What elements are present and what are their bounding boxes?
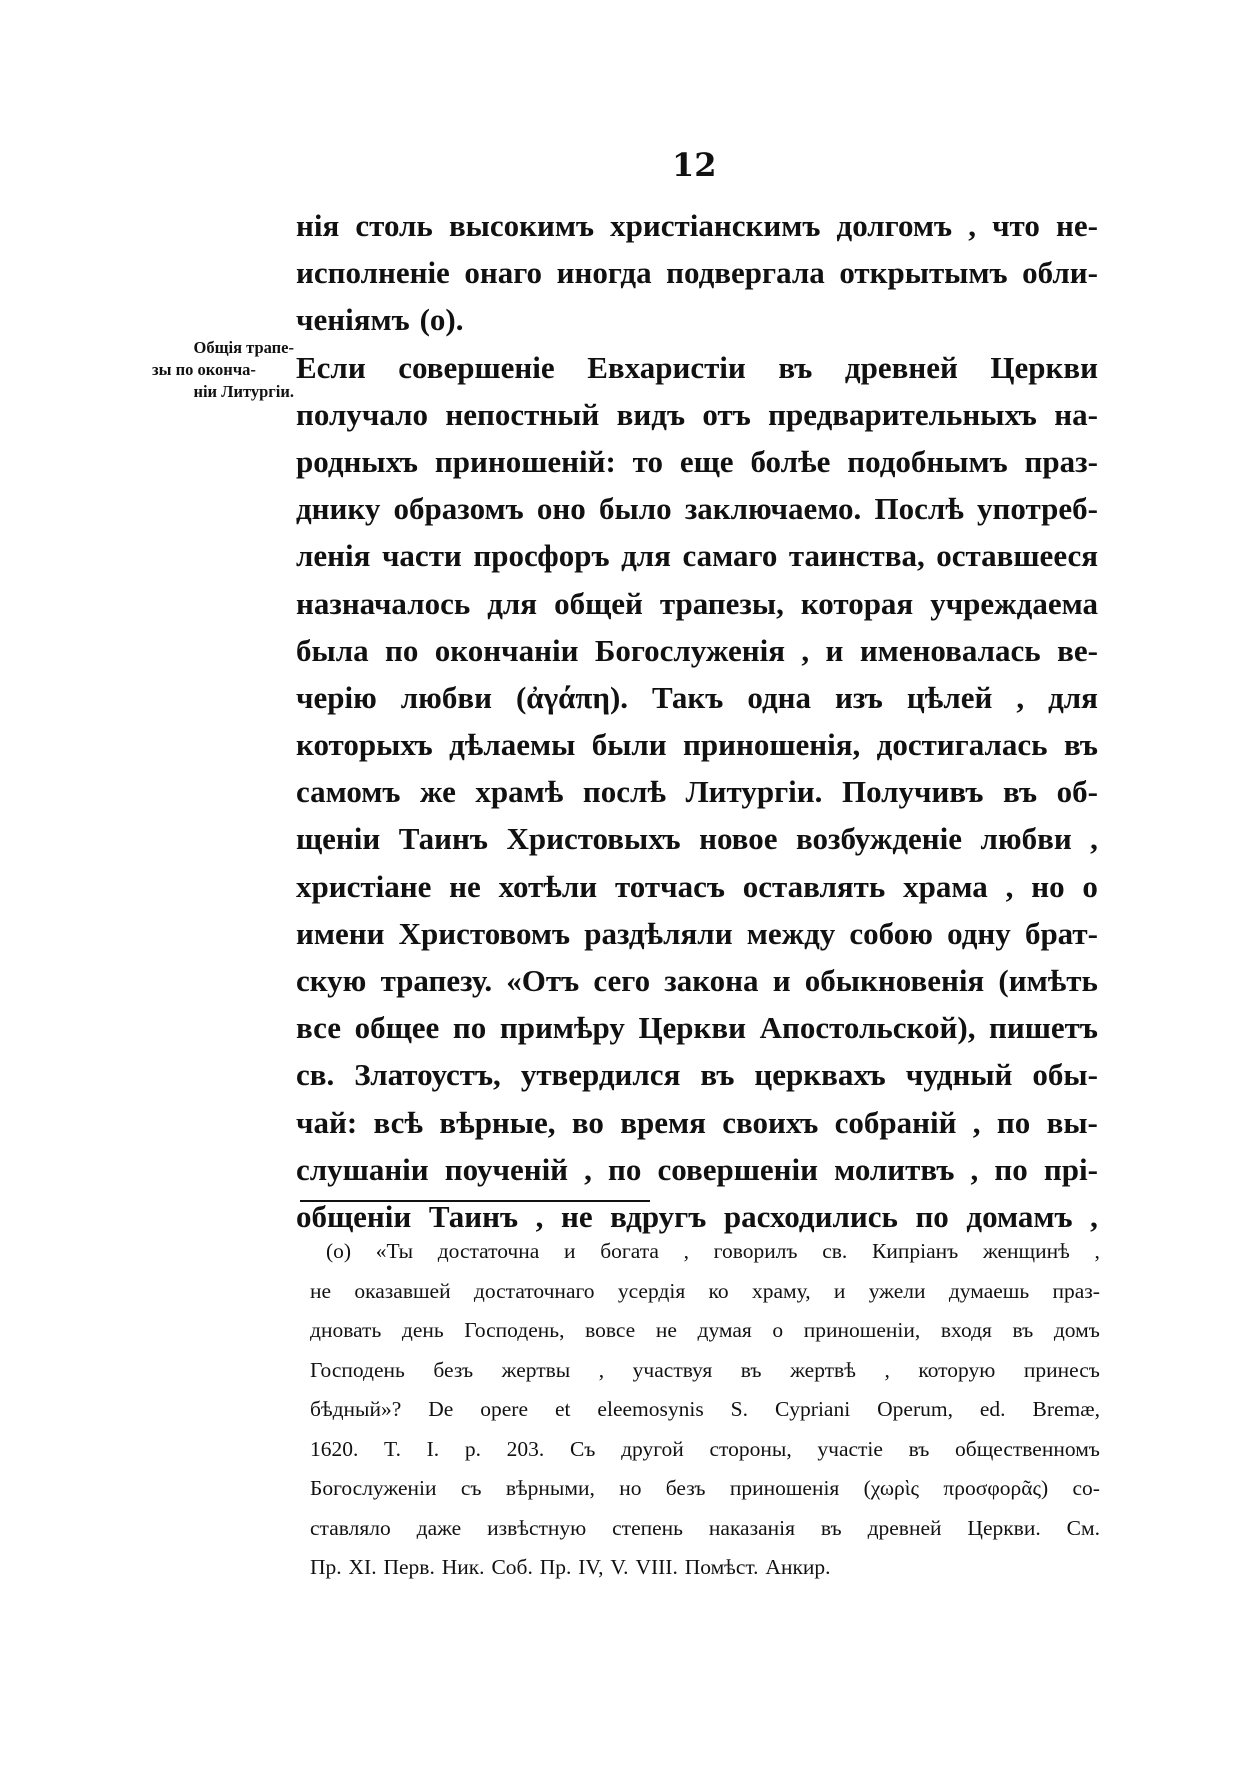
text-line: исполненіе онаго иногда подвергала открытымъ обли-	[296, 255, 1098, 291]
footnote-line: Пр. XI. Перв. Ник. Соб. Пр. IV, V. VIII. Помѣст. Анкир.	[310, 1555, 831, 1579]
footnote-line: (о) «Ты достаточна и богата , говорилъ св. Кипріанъ женщинѣ ,	[326, 1239, 1100, 1263]
text-line: днику образомъ оно было заключаемо. Послѣ употреб-	[296, 491, 1098, 527]
footnote-line: не оказавшей достаточнаго усердія ко храму, и ужели думаешь праз-	[310, 1278, 1100, 1303]
margin-note	[146, 337, 294, 403]
text-line: получало непостный видъ отъ предварительныхъ на-	[296, 396, 1098, 432]
text-line: назначалось для общей трапезы, которая учреждаема	[296, 585, 1098, 621]
text-line: самомъ же храмѣ послѣ Литургіи. Получивъ въ об-	[296, 774, 1098, 810]
page-number: 12	[672, 146, 717, 184]
text-line: скую трапезу. «Отъ сего закона и обыкновенія (имѣть	[296, 963, 1098, 998]
margin-note-line: зы по оконча-	[152, 360, 256, 379]
text-line: все общее по примѣру Церкви Апостольской), пишетъ	[296, 1010, 1098, 1046]
footnote-line: бѣдный»? De opere et eleemosynis S. Cypriani Operum, ed. Bremæ,	[310, 1397, 1100, 1421]
text-line: слушаніи поученій , по совершеніи молитвъ , по прі-	[296, 1151, 1098, 1187]
text-line: общеніи Таинъ , не вдругъ расходились по домамъ ,	[296, 1198, 1098, 1234]
text-line: щеніи Таинъ Христовыхъ новое возбужденіе любви ,	[296, 821, 1098, 857]
text-line: ленія части просфоръ для самаго таинства, оставшееся	[296, 538, 1098, 574]
main-text	[296, 202, 1098, 1240]
footnote-line: 1620. T. I. p. 203. Съ другой стороны, участіе въ общественномъ	[310, 1436, 1100, 1461]
text-line: черію любви (ἀγάπη). Такъ одна изъ цѣлей , для	[296, 679, 1098, 715]
text-line: св. Златоустъ, утвердился въ церквахъ чудный обы-	[296, 1057, 1098, 1093]
footnote-line: ставляло даже извѣстную степень наказанія въ древней Церкви. См.	[310, 1515, 1100, 1540]
text-line: Если совершеніе Евхаристіи въ древней Церкви	[296, 349, 1098, 385]
footnote-line: дновать день Господень, вовсе не думая о приношеніи, входя въ домъ	[310, 1318, 1100, 1342]
text-line: христіане не хотѣли тотчасъ оставлять храма , но о	[296, 868, 1098, 904]
footnote-line: Господень безъ жертвы , участвуя въ жертвѣ , которую принесъ	[310, 1357, 1100, 1382]
text-line: родныхъ приношеній: то еще болѣе подобнымъ праз-	[296, 443, 1098, 479]
text-line: имени Христовомъ раздѣляли между собою одну брат-	[296, 915, 1098, 951]
text-line: нія столь высокимъ христіанскимъ долгомъ , что не-	[296, 208, 1098, 243]
footnote-line: Богослуженіи съ вѣрными, но безъ приношенія (χωρὶς προσφορᾶς) со-	[310, 1476, 1100, 1500]
margin-note-line: ніи Литургіи.	[193, 382, 294, 401]
text-line: которыхъ дѣлаемы были приношенія, достигалась въ	[296, 727, 1098, 763]
footnote	[310, 1232, 1100, 1588]
text-line: ченіямъ (о).	[296, 302, 464, 338]
text-line: была по окончаніи Богослуженія , и именовалась ве-	[296, 632, 1098, 668]
footnote-divider	[300, 1200, 650, 1202]
margin-note-line: Общія трапе-	[193, 338, 294, 357]
text-line: чай: всѣ вѣрные, во время своихъ собраній , по вы-	[296, 1104, 1098, 1140]
